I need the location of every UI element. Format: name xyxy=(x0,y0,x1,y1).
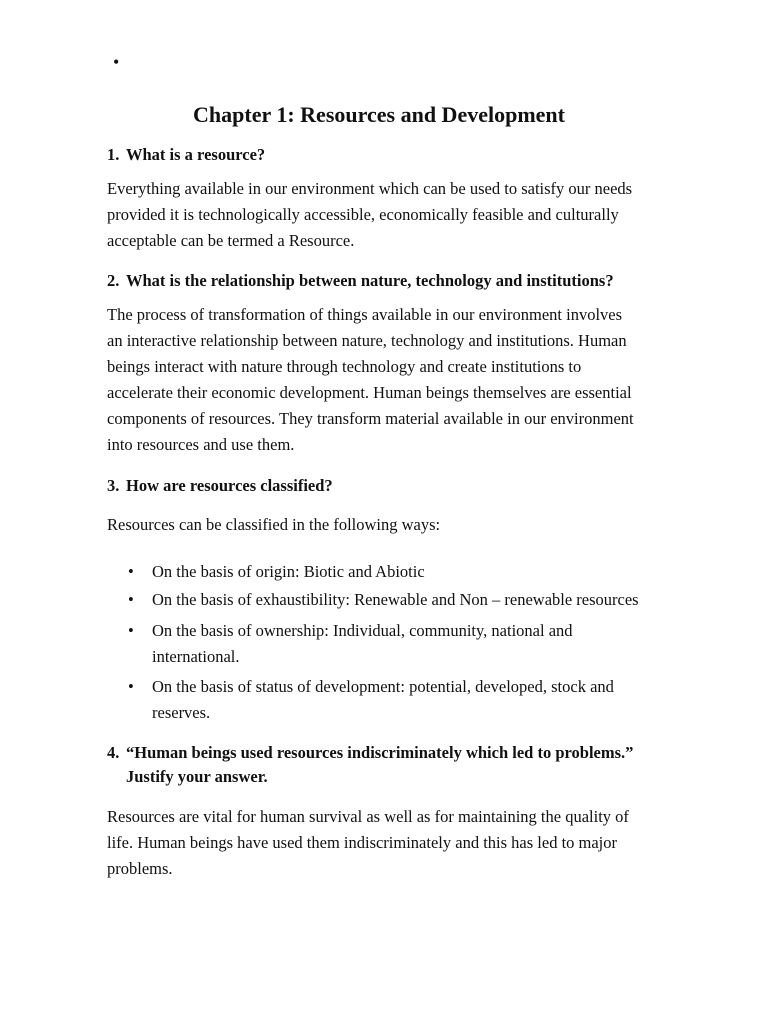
question-1-heading xyxy=(107,143,697,167)
question-number: 1. xyxy=(107,145,120,164)
list-item-text: On the basis of origin: Biotic and Abiotic xyxy=(152,562,425,581)
answer-line: an interactive relationship between nature, technology and institutions. Human xyxy=(107,331,627,350)
intro-line: Resources can be classified in the following ways: xyxy=(107,515,441,534)
bullet-icon: • xyxy=(128,677,134,696)
answer-line: The process of transformation of things available in our environment involves xyxy=(107,305,623,324)
question-text: What is a resource? xyxy=(126,145,266,164)
answer-line: Everything available in our environment which can be used to satisfy our needs xyxy=(107,179,633,198)
answer-1-paragraph xyxy=(107,176,697,254)
answer-line: problems. xyxy=(107,859,173,878)
question-2-heading xyxy=(107,269,697,293)
answer-line: accelerate their economic development. Human beings themselves are essential xyxy=(107,383,632,402)
classification-intro xyxy=(107,512,697,538)
bullet-icon: • xyxy=(128,621,134,640)
answer-line: into resources and use them. xyxy=(107,435,295,454)
bullet-icon: • xyxy=(128,562,134,581)
answer-2-paragraph xyxy=(107,302,697,458)
list-item-text: On the basis of exhaustibility: Renewable and Non – renewable resources xyxy=(152,590,639,609)
answer-4-paragraph xyxy=(107,804,697,882)
bullet-icon: • xyxy=(128,590,134,609)
question-number: 3. xyxy=(107,476,120,495)
answer-line: beings interact with nature through technology and create institutions to xyxy=(107,357,582,376)
question-3-heading xyxy=(107,474,697,498)
answer-line: components of resources. They transform material available in our environment xyxy=(107,409,634,428)
stray-bullet: • xyxy=(113,52,120,72)
answer-line: provided it is technologically accessible, economically feasible and culturally xyxy=(107,205,619,224)
answer-line: Resources are vital for human survival as well as for maintaining the quality of xyxy=(107,807,629,826)
list-item-text: On the basis of ownership: Individual, community, national and xyxy=(152,621,573,640)
list-item-text: On the basis of status of development: potential, developed, stock and xyxy=(152,677,614,696)
list-item-text: international. xyxy=(152,647,240,666)
question-text: “Human beings used resources indiscriminately which led to problems.” xyxy=(126,743,634,762)
question-4-heading xyxy=(107,741,697,789)
chapter-title: Chapter 1: Resources and Development xyxy=(193,102,565,127)
question-number: 2. xyxy=(107,271,120,290)
answer-line: life. Human beings have used them indiscriminately and this has led to major xyxy=(107,833,618,852)
list-item-text: reserves. xyxy=(152,703,211,722)
question-text: Justify your answer. xyxy=(126,767,268,786)
answer-line: acceptable can be termed a Resource. xyxy=(107,231,355,250)
question-text: How are resources classified? xyxy=(126,476,333,495)
question-text: What is the relationship between nature, technology and institutions? xyxy=(126,271,614,290)
question-number: 4. xyxy=(107,743,120,762)
